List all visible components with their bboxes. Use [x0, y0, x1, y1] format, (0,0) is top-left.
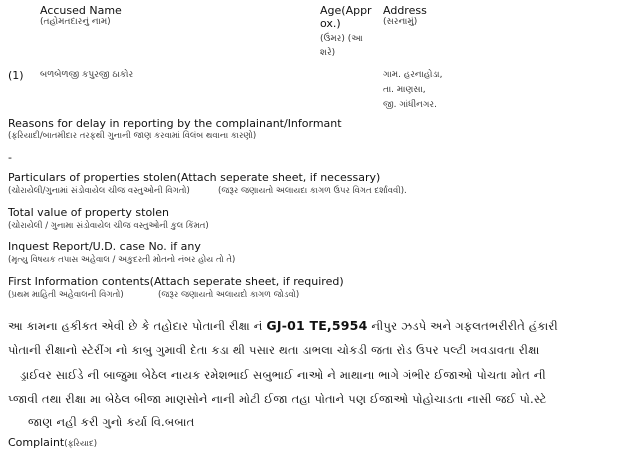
total-value-label-gu: (ચોરાયેલી / ગુનામા સંડોવાયેલ ચીજ વસ્તુઓની કુલ કિંમત): [8, 221, 209, 231]
address-label: Address: [383, 4, 427, 17]
total-value-label: Total value of property stolen: [8, 206, 169, 219]
vehicle-number: GJ-01 TE,5954: [266, 318, 368, 333]
inquest-label-gu: (મૃત્યુ વિષયક તપાસ અહેવાલ / અકુદરતી મોતનો નંબર હોય તો તે): [8, 255, 236, 265]
complaint-label-gu: (ફરિયાદ): [64, 439, 98, 449]
properties-label-gu-a: (ચોરાયેલી/ગુનામાં સંડોવાયેલ ચીજ વસ્તુઓની વિગતો): [8, 186, 190, 196]
address-label-gu: (સરનામું): [383, 17, 418, 27]
narrative-line4: પ્જાવી તથા રીક્ષા મા બેઠેલ બીજા માણસોને નાની મોટી ઈજા તહા પોતાને પણ ઈજાઓ પોહોચાડતા નાસી જઈ પો.સ્ટે: [8, 393, 547, 406]
accused-address-line3: જી. ગાંધીનગર.: [383, 100, 437, 110]
narrative-line1-post: નીપુર ઝડપે અને ગફલતભરીરીતે હંકારી: [371, 319, 558, 333]
accused-serial: (1): [8, 69, 24, 82]
fir-contents-label-gu-b: (જરૂર જણાયતો અલાયદો કાગળ જોડવો): [158, 290, 300, 300]
complaint-label-en: Complaint: [8, 436, 65, 449]
age-label-gu-line1: (ઉંમર) (આ: [320, 34, 363, 44]
narrative-line1: [8, 318, 558, 334]
narrative-line1-pre: આ કામના હકીકત એવી છે કે તહોદાર પોતાની રીક્ષા નં: [8, 319, 263, 333]
complaint-label: [8, 436, 97, 449]
properties-label-gu-b: (જરૂર જણાયતો અલાયદા કાગળ ઉપર વિગત દર્શાવવી).: [218, 186, 407, 196]
age-label-gu-line2: શરે): [320, 48, 336, 58]
age-label-line1: Age(Appr: [320, 4, 372, 17]
delay-label-gu: (ફરિયાદી/બાતમીદાર તરફથી ગુનાની જાણ કરવામાં વિલંબ થવાના કારણો): [8, 131, 257, 141]
properties-label: Particulars of properties stolen(Attach seperate sheet, if necessary): [8, 171, 381, 184]
inquest-label: Inquest Report/U.D. case No. if any: [8, 240, 201, 253]
narrative-line2: પોતાની રીક્ષાનો સ્ટેરીંગ નો કાબુ ગુમાવી દેતા કડા થી પસાર થતા ડાભલા ચોકડી જતા રોડ ઉપર પલ્ટી ખવડાવતા રીક્ષા: [8, 344, 540, 357]
fir-contents-label-gu-a: (પ્રથમ માહિતી અહેવાલની વિગતો): [8, 290, 124, 300]
narrative-line5: જાણ નહી કરી ગુનો કર્યા વિ.બબાત: [28, 415, 195, 429]
accused-address-line1: ગામ. હરનાહોડા,: [383, 70, 443, 80]
accused-name-label: Accused Name: [40, 4, 122, 17]
delay-value: -: [8, 151, 12, 164]
delay-label: Reasons for delay in reporting by the complainant/Informant: [8, 117, 342, 130]
accused-name-label-gu: (તહોમતદારનું નામ): [40, 17, 111, 27]
narrative-line3: ડ્રાઈવર સાઈડે ની બાજુમા બેઠેલ નાયક રમેશભાઈ સબુભાઈ નાઓ ને માથાના ભાગે ગંભીર ઈજાઓ પોચતા મોત ની: [20, 368, 546, 382]
age-label-line2: ox.): [320, 17, 341, 30]
fir-contents-label: First Information contents(Attach seperate sheet, if required): [8, 275, 344, 288]
accused-name: બળબેળજી કપુરજી ઠાકોર: [40, 70, 134, 80]
accused-address-line2: તા. માણસા,: [383, 85, 426, 95]
